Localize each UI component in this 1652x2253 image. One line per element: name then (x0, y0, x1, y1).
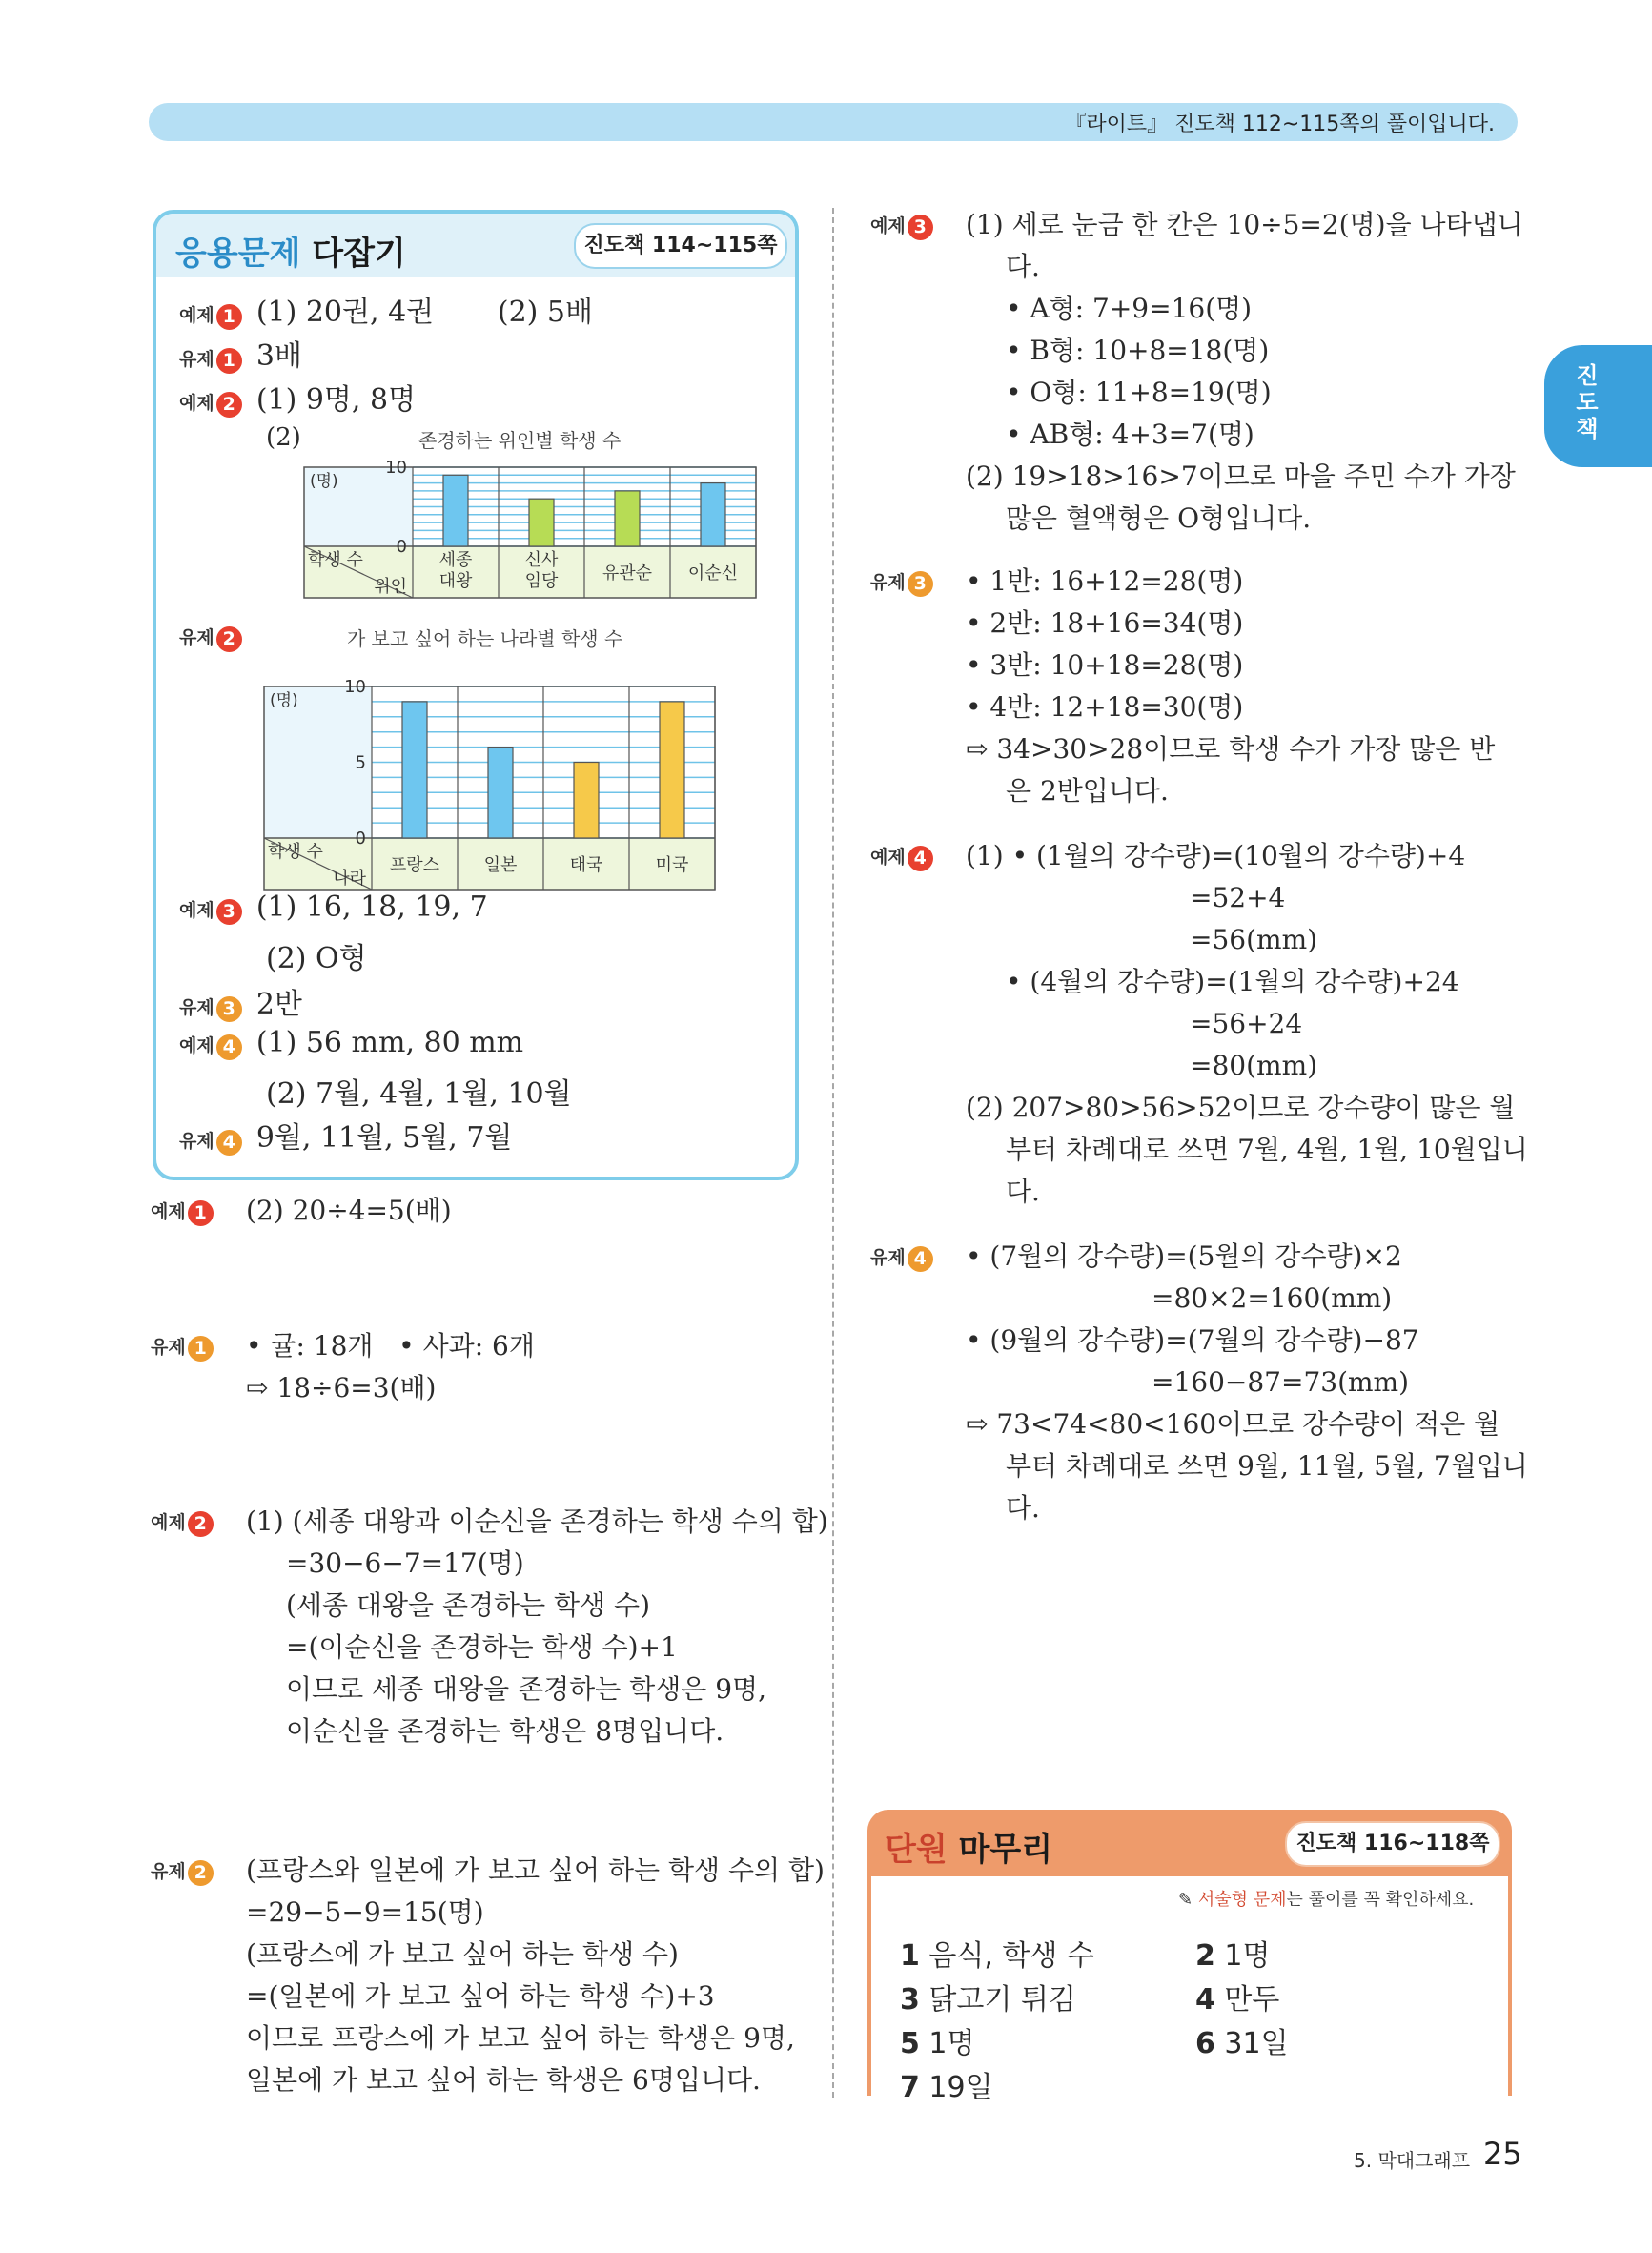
sol-line: • (9월의 강수량)=(7월의 강수량)−87 (966, 1324, 1419, 1356)
sol-label: 유제 (870, 572, 906, 593)
answer-text: 31일 (1224, 2027, 1289, 2060)
sol-line: 부터 차례대로 쓰면 7월, 4월, 1월, 10월입니 (1006, 1134, 1528, 1165)
category-label-4: 이순신 (687, 563, 739, 584)
answer-row (179, 1114, 512, 1156)
sol-number: 2 (188, 1511, 214, 1537)
sol-line: (1) 세로 눈금 한 칸은 10÷5=2(명)을 나타냅니 (966, 209, 1523, 240)
row-number: 2 (216, 626, 242, 652)
category-label-3: 태국 (569, 855, 603, 875)
sol-line: =56(mm) (1190, 924, 1318, 955)
sol-label: 유제 (151, 1861, 186, 1882)
unit-label: (명) (270, 691, 298, 710)
row-answer: (1) 56 mm, 80 mm (255, 1026, 524, 1059)
row-answer: 9월, 11월, 5월, 7월 (255, 1121, 513, 1155)
solution-pr1 (151, 1330, 818, 1403)
row-answer: (1) 16, 18, 19, 7 (255, 891, 488, 924)
row-answer: 2반 (255, 988, 302, 1021)
sol-line: • AB형: 4+3=7(명) (1006, 419, 1254, 450)
row-number: 3 (216, 996, 242, 1022)
answer-number: 3 (900, 1983, 920, 2017)
box-title-b: 다잡기 (312, 235, 406, 273)
sol-line: • 2반: 18+16=34(명) (966, 607, 1244, 639)
row-number: 4 (216, 1130, 242, 1156)
sol-line: • 4반: 12+18=30(명) (966, 691, 1244, 723)
sol-line: • B형: 10+8=18(명) (1006, 335, 1270, 366)
sol-number: 4 (908, 846, 933, 871)
sol-line: =52+4 (1190, 882, 1286, 913)
unit-review-box (867, 1810, 1512, 2104)
sol-line: (1) (세종 대왕과 이순신을 존경하는 학생 수의 합) (246, 1505, 828, 1537)
box2-title-b: 마무리 (958, 1831, 1053, 1869)
side-tab-label: 진도책 (1576, 362, 1599, 442)
sol-label: 예제 (870, 847, 906, 868)
sol-line: 이므로 세종 대왕을 존경하는 학생은 9명, (286, 1673, 766, 1705)
applied-problems-box (153, 210, 799, 1180)
sol-line: 이므로 프랑스에 가 보고 싶어 하는 학생은 9명, (246, 2022, 795, 2054)
category-label-2: 일본 (483, 855, 518, 875)
answer-number: 5 (900, 2027, 920, 2060)
sol-label: 예제 (151, 1201, 186, 1222)
sol-line: • (7월의 강수량)=(5월의 강수량)×2 (966, 1240, 1402, 1272)
sol-line: (세종 대왕을 존경하는 학생 수) (286, 1589, 651, 1621)
row-number: 1 (216, 304, 242, 330)
sol-line: (1) • (1월의 강수량)=(10월의 강수량)+4 (966, 840, 1466, 871)
y-tick-label: 5 (355, 752, 366, 773)
sol-line: • A형: 7+9=16(명) (1006, 293, 1253, 324)
category-label-4: 미국 (655, 855, 689, 875)
answer-number: 4 (1195, 1983, 1215, 2017)
review-note (1178, 1886, 1474, 1911)
sol-line: =30−6−7=17(명) (286, 1547, 524, 1579)
bar-1 (402, 702, 427, 838)
sol-number: 1 (188, 1200, 214, 1226)
solution-ex3 (870, 209, 1523, 534)
sol-line: 일본에 가 보고 싶어 하는 학생은 6명입니다. (246, 2064, 761, 2096)
sol-line: (2) 207>80>56>52이므로 강수량이 많은 월 (966, 1092, 1516, 1123)
row-answer: (1) 9명, 8명 (255, 383, 417, 417)
sol-number: 1 (188, 1336, 214, 1362)
sol-line: =56+24 (1190, 1008, 1303, 1039)
y-tick-label: 0 (355, 829, 366, 849)
y-tick-label: 10 (344, 677, 366, 697)
row-label: 유제 (179, 627, 214, 648)
sol-number: 4 (908, 1246, 933, 1272)
row-label: 유제 (179, 1131, 214, 1152)
chart1-svg (156, 214, 795, 614)
bar-2 (529, 499, 554, 546)
banner-text: 『라이트』 진도책 112~115쪽의 풀이입니다. (1065, 113, 1495, 136)
category-label-1: 프랑스 (389, 855, 440, 875)
row-number: 1 (216, 348, 242, 374)
solution-pr3 (870, 565, 1519, 807)
answer-number: 6 (1195, 2027, 1215, 2060)
sol-line: ⇨ 34>30>28이므로 학생 수가 가장 많은 반 (966, 733, 1496, 765)
box-title-a: 응용문제 (175, 235, 301, 273)
row-number: 2 (216, 392, 242, 418)
sol-line: • 1반: 16+12=28(명) (966, 565, 1244, 597)
row-number: 3 (216, 899, 242, 925)
sol-line: =(이순신을 존경하는 학생 수)+1 (286, 1631, 678, 1663)
sol-line: =(일본에 가 보고 싶어 하는 학생 수)+3 (246, 1980, 715, 2012)
row-label: 예제 (179, 393, 214, 414)
answer-number: 2 (1195, 1939, 1215, 1973)
sol-line: 이순신을 존경하는 학생은 8명입니다. (286, 1715, 724, 1747)
answer-number: 7 (900, 2071, 920, 2104)
page-number: 25 (1483, 2136, 1522, 2172)
row-answer: (2) 7월, 4월, 1월, 10월 (266, 1077, 572, 1111)
sol-label: 예제 (870, 215, 906, 236)
row-number: 4 (216, 1034, 242, 1060)
bar-3 (615, 491, 640, 546)
x-axis-title: 나라 (333, 869, 366, 889)
y-tick-label: 0 (396, 537, 407, 557)
row-label: 예제 (179, 1035, 214, 1056)
solution-ex1 (151, 1195, 818, 1226)
answer-text: 19일 (928, 2071, 993, 2104)
sol-line: =160−87=73(mm) (1152, 1366, 1410, 1398)
answer-text: 음식, 학생 수 (928, 1939, 1094, 1973)
sol-line: (2) 19>18>16>7이므로 마을 주민 수가 가장 (966, 461, 1516, 492)
sol-number: 3 (908, 571, 933, 597)
top-banner (149, 103, 1518, 141)
answer-row (179, 1026, 523, 1060)
review-answer (1195, 2019, 1289, 2061)
answer-text: 만두 (1224, 1983, 1280, 2017)
column-divider (832, 208, 834, 2098)
row-label: 유제 (179, 349, 214, 370)
sol-line: • (4월의 강수량)=(1월의 강수량)+24 (1006, 966, 1459, 997)
review-answer (900, 1976, 1076, 2017)
sol-line: 많은 혈액형은 O형입니다. (1006, 502, 1312, 534)
footer-chapter: 5. 막대그래프 (1354, 2149, 1471, 2172)
box2-title-a: 단원 (885, 1831, 948, 1869)
page-reference-2: 진도책 116~118쪽 (1285, 1821, 1500, 1867)
row-answer: 3배 (255, 339, 302, 373)
unit-review-body (867, 1876, 1512, 2104)
row-answer: (1) 20권, 4권 (2) 5배 (255, 296, 593, 329)
note-rest: 는 풀이를 꼭 확인하세요. (1286, 1890, 1475, 1910)
bar-4 (701, 483, 725, 546)
side-tab (1544, 345, 1652, 467)
sol-line: • O형: 11+8=19(명) (1006, 377, 1272, 408)
row-answer: (2) (266, 423, 301, 452)
sol-line: ⇨ 73<74<80<160이므로 강수량이 적은 월 (966, 1408, 1500, 1440)
answer-text: 닭고기 튀김 (928, 1983, 1076, 2017)
solution-pr2 (151, 1854, 825, 2096)
sol-line: 은 2반입니다. (1006, 775, 1169, 807)
note-highlight: 서술형 문제 (1197, 1890, 1287, 1910)
sol-line: 다. (1006, 251, 1040, 282)
sol-number: 3 (908, 215, 933, 240)
answer-row (179, 980, 302, 1022)
bar-1 (443, 475, 468, 546)
sol-line: ⇨ 18÷6=3(배) (246, 1372, 437, 1403)
answer-row (179, 891, 488, 925)
review-answer (1195, 1976, 1279, 2017)
bar-2 (488, 748, 513, 838)
sol-number: 2 (188, 1860, 214, 1886)
pencil-icon: ✎ (1178, 1890, 1193, 1910)
sol-line: (프랑스와 일본에 가 보고 싶어 하는 학생 수의 합) (246, 1854, 825, 1886)
bar-4 (660, 702, 684, 838)
row-label: 예제 (179, 900, 214, 921)
sol-line: (프랑스에 가 보고 싶어 하는 학생 수) (246, 1938, 679, 1970)
review-answer (1195, 1932, 1271, 1974)
category-label-1: 세종 대왕 (438, 550, 473, 591)
sol-label: 예제 (151, 1512, 186, 1533)
chart2-title: 가 보고 싶어 하는 나라별 학생 수 (347, 627, 623, 650)
solution-ex4 (870, 840, 1528, 1207)
row-label: 예제 (179, 305, 214, 326)
review-answer (900, 1932, 1094, 1974)
category-label-3: 유관순 (602, 563, 653, 584)
chart1-title: 존경하는 위인별 학생 수 (418, 429, 622, 452)
review-answer (900, 2063, 993, 2105)
box2-title (885, 1823, 1052, 1870)
answer-text: 1명 (1224, 1939, 1271, 1973)
bar-3 (574, 763, 599, 839)
solution-ex2 (151, 1505, 828, 1747)
y-axis-title: 학생 수 (308, 550, 363, 570)
row-label: 유제 (179, 997, 214, 1018)
page-reference: 진도책 114~115쪽 (574, 223, 787, 269)
sol-line: =80(mm) (1190, 1050, 1318, 1081)
sol-line: =80×2=160(mm) (1152, 1282, 1393, 1314)
unit-label: (명) (310, 472, 338, 491)
sol-line: • 3반: 10+18=28(명) (966, 649, 1244, 681)
answer-text: 1명 (928, 2027, 975, 2060)
sol-line: =29−5−9=15(명) (246, 1896, 484, 1928)
sol-label: 유제 (151, 1337, 186, 1358)
x-axis-title: 위인 (374, 577, 407, 597)
sol-line: 부터 차례대로 쓰면 9월, 11월, 5월, 7월입니 (1006, 1450, 1528, 1482)
y-axis-title: 학생 수 (268, 842, 323, 862)
answer-number: 1 (900, 1939, 920, 1973)
sol-label: 유제 (870, 1247, 906, 1268)
review-answer (900, 2019, 975, 2061)
sol-line: • 귤: 18개 • 사과: 6개 (246, 1330, 535, 1362)
sol-line: (2) 20÷4=5(배) (246, 1195, 452, 1226)
y-tick-label: 10 (385, 458, 407, 478)
solution-pr4 (870, 1240, 1528, 1524)
unit-review-header (867, 1810, 1512, 1876)
sol-line: 다. (1006, 1492, 1040, 1524)
category-label-2: 신사 임당 (524, 550, 559, 591)
sol-line: 다. (1006, 1176, 1040, 1207)
row-answer: (2) O형 (266, 942, 367, 975)
